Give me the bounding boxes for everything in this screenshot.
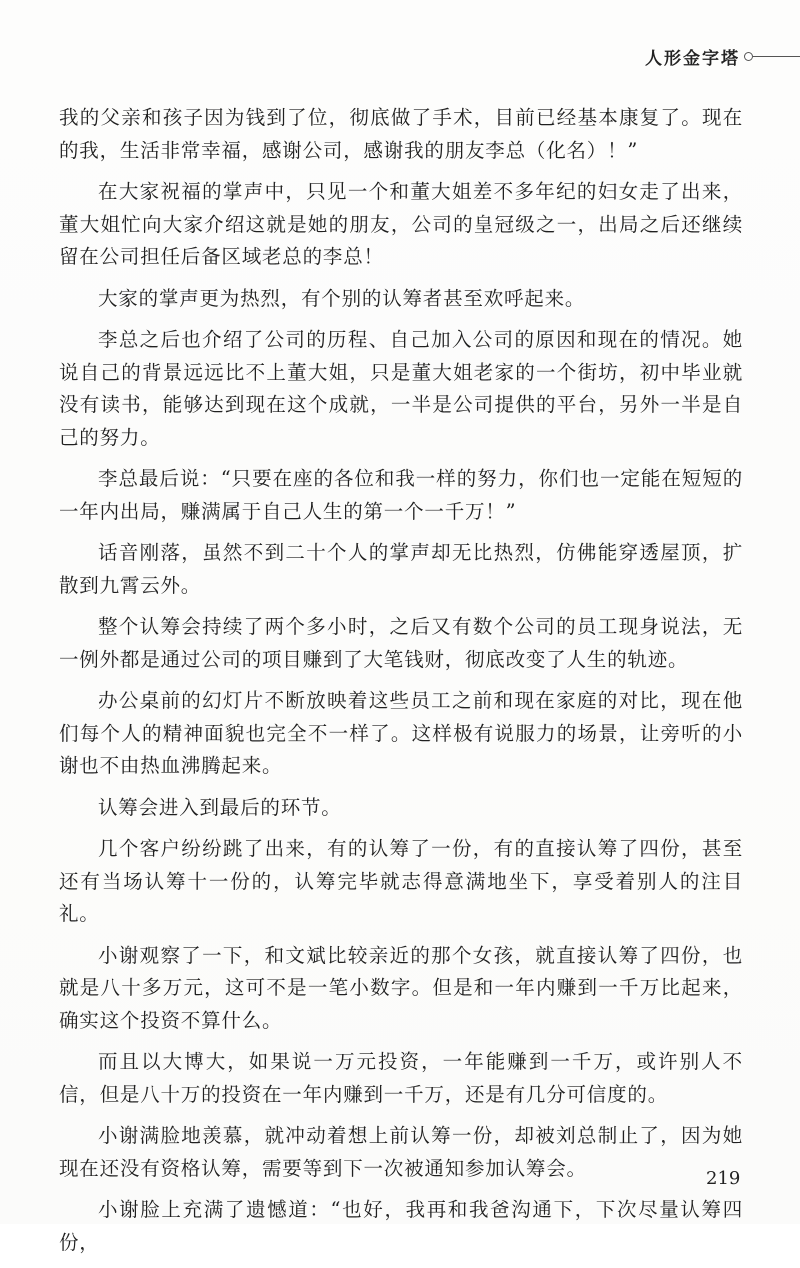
paragraph: 办公桌前的幻灯片不断放映着这些员工之前和现在家庭的对比，现在他们每个人的精神面貌也完全不一样了。这样极有说服力的场景，让旁听的小谢也不由热血沸腾起来。 — [59, 689, 743, 777]
paragraph: 小谢脸上充满了遗憾道：“也好，我再和我爸沟通下，下次尽量认筹四份， — [59, 1198, 743, 1254]
running-header — [500, 44, 800, 72]
header-ornament-circle — [744, 52, 753, 61]
paragraph: 在大家祝福的掌声中，只见一个和董大姐差不多年纪的妇女走了出来，董大姐忙向大家介绍这就是她的朋友，公司的皇冠级之一，出局之后还继续留在公司担任后备区域老总的李总！ — [59, 180, 743, 268]
running-title: 人形金字塔 — [645, 49, 740, 69]
paragraph-continued: 我的父亲和孩子因为钱到了位，彻底做了手术，目前已经基本康复了。现在的我，生活非常幸福，感谢公司，感谢我的朋友李总（化名）！” — [59, 106, 743, 162]
paragraph: 大家的掌声更为热烈，有个别的认筹者甚至欢呼起来。 — [98, 286, 586, 310]
page-number: 219 — [706, 1168, 741, 1189]
paragraph: 整个认筹会持续了两个多小时，之后又有数个公司的员工现身说法，无一例外都是通过公司的项目赚到了大笔钱财，彻底改变了人生的轨迹。 — [59, 615, 743, 671]
header-rule — [753, 56, 800, 57]
paragraph: 小谢观察了一下，和文斌比较亲近的那个女孩，就直接认筹了四份，也就是八十多万元，这可不是一笔小数字。但是和一年内赚到一千万比起来，确实这个投资不算什么。 — [59, 943, 743, 1032]
paragraph: 而且以大博大，如果说一万元投资，一年能赚到一千万，或许别人不信，但是八十万的投资在一年内赚到一千万，还是有几分可信度的。 — [59, 1050, 743, 1106]
paragraph: 小谢满脸地羡慕，就冲动着想上前认筹一份，却被刘总制止了，因为她现在还没有资格认筹，需要等到下一次被通知参加认筹会。 — [59, 1124, 743, 1180]
paragraph: 话音刚落，虽然不到二十个人的掌声却无比热烈，仿佛能穿透屋顶，扩散到九霄云外。 — [59, 541, 743, 597]
paragraph: 李总之后也介绍了公司的历程、自己加入公司的原因和现在的情况。她说自己的背景远远比不上董大姐，只是董大姐老家的一个街坊，初中毕业就没有读书，能够达到现在这个成就，一半是公司提供的平台，另外一半是自己的努力。 — [59, 328, 743, 449]
paragraph: 认筹会进入到最后的环节。 — [98, 795, 342, 819]
body-text — [59, 102, 743, 1268]
paragraph: 几个客户纷纷跳了出来，有的认筹了一份，有的直接认筹了四份，甚至还有当场认筹十一份的，认筹完毕就志得意满地坐下，享受着别人的注目礼。 — [59, 837, 743, 925]
paragraph: 李总最后说：“只要在座的各位和我一样的努力，你们也一定能在短短的一年内出局，赚满属于自己人生的第一个一千万！” — [59, 467, 743, 523]
